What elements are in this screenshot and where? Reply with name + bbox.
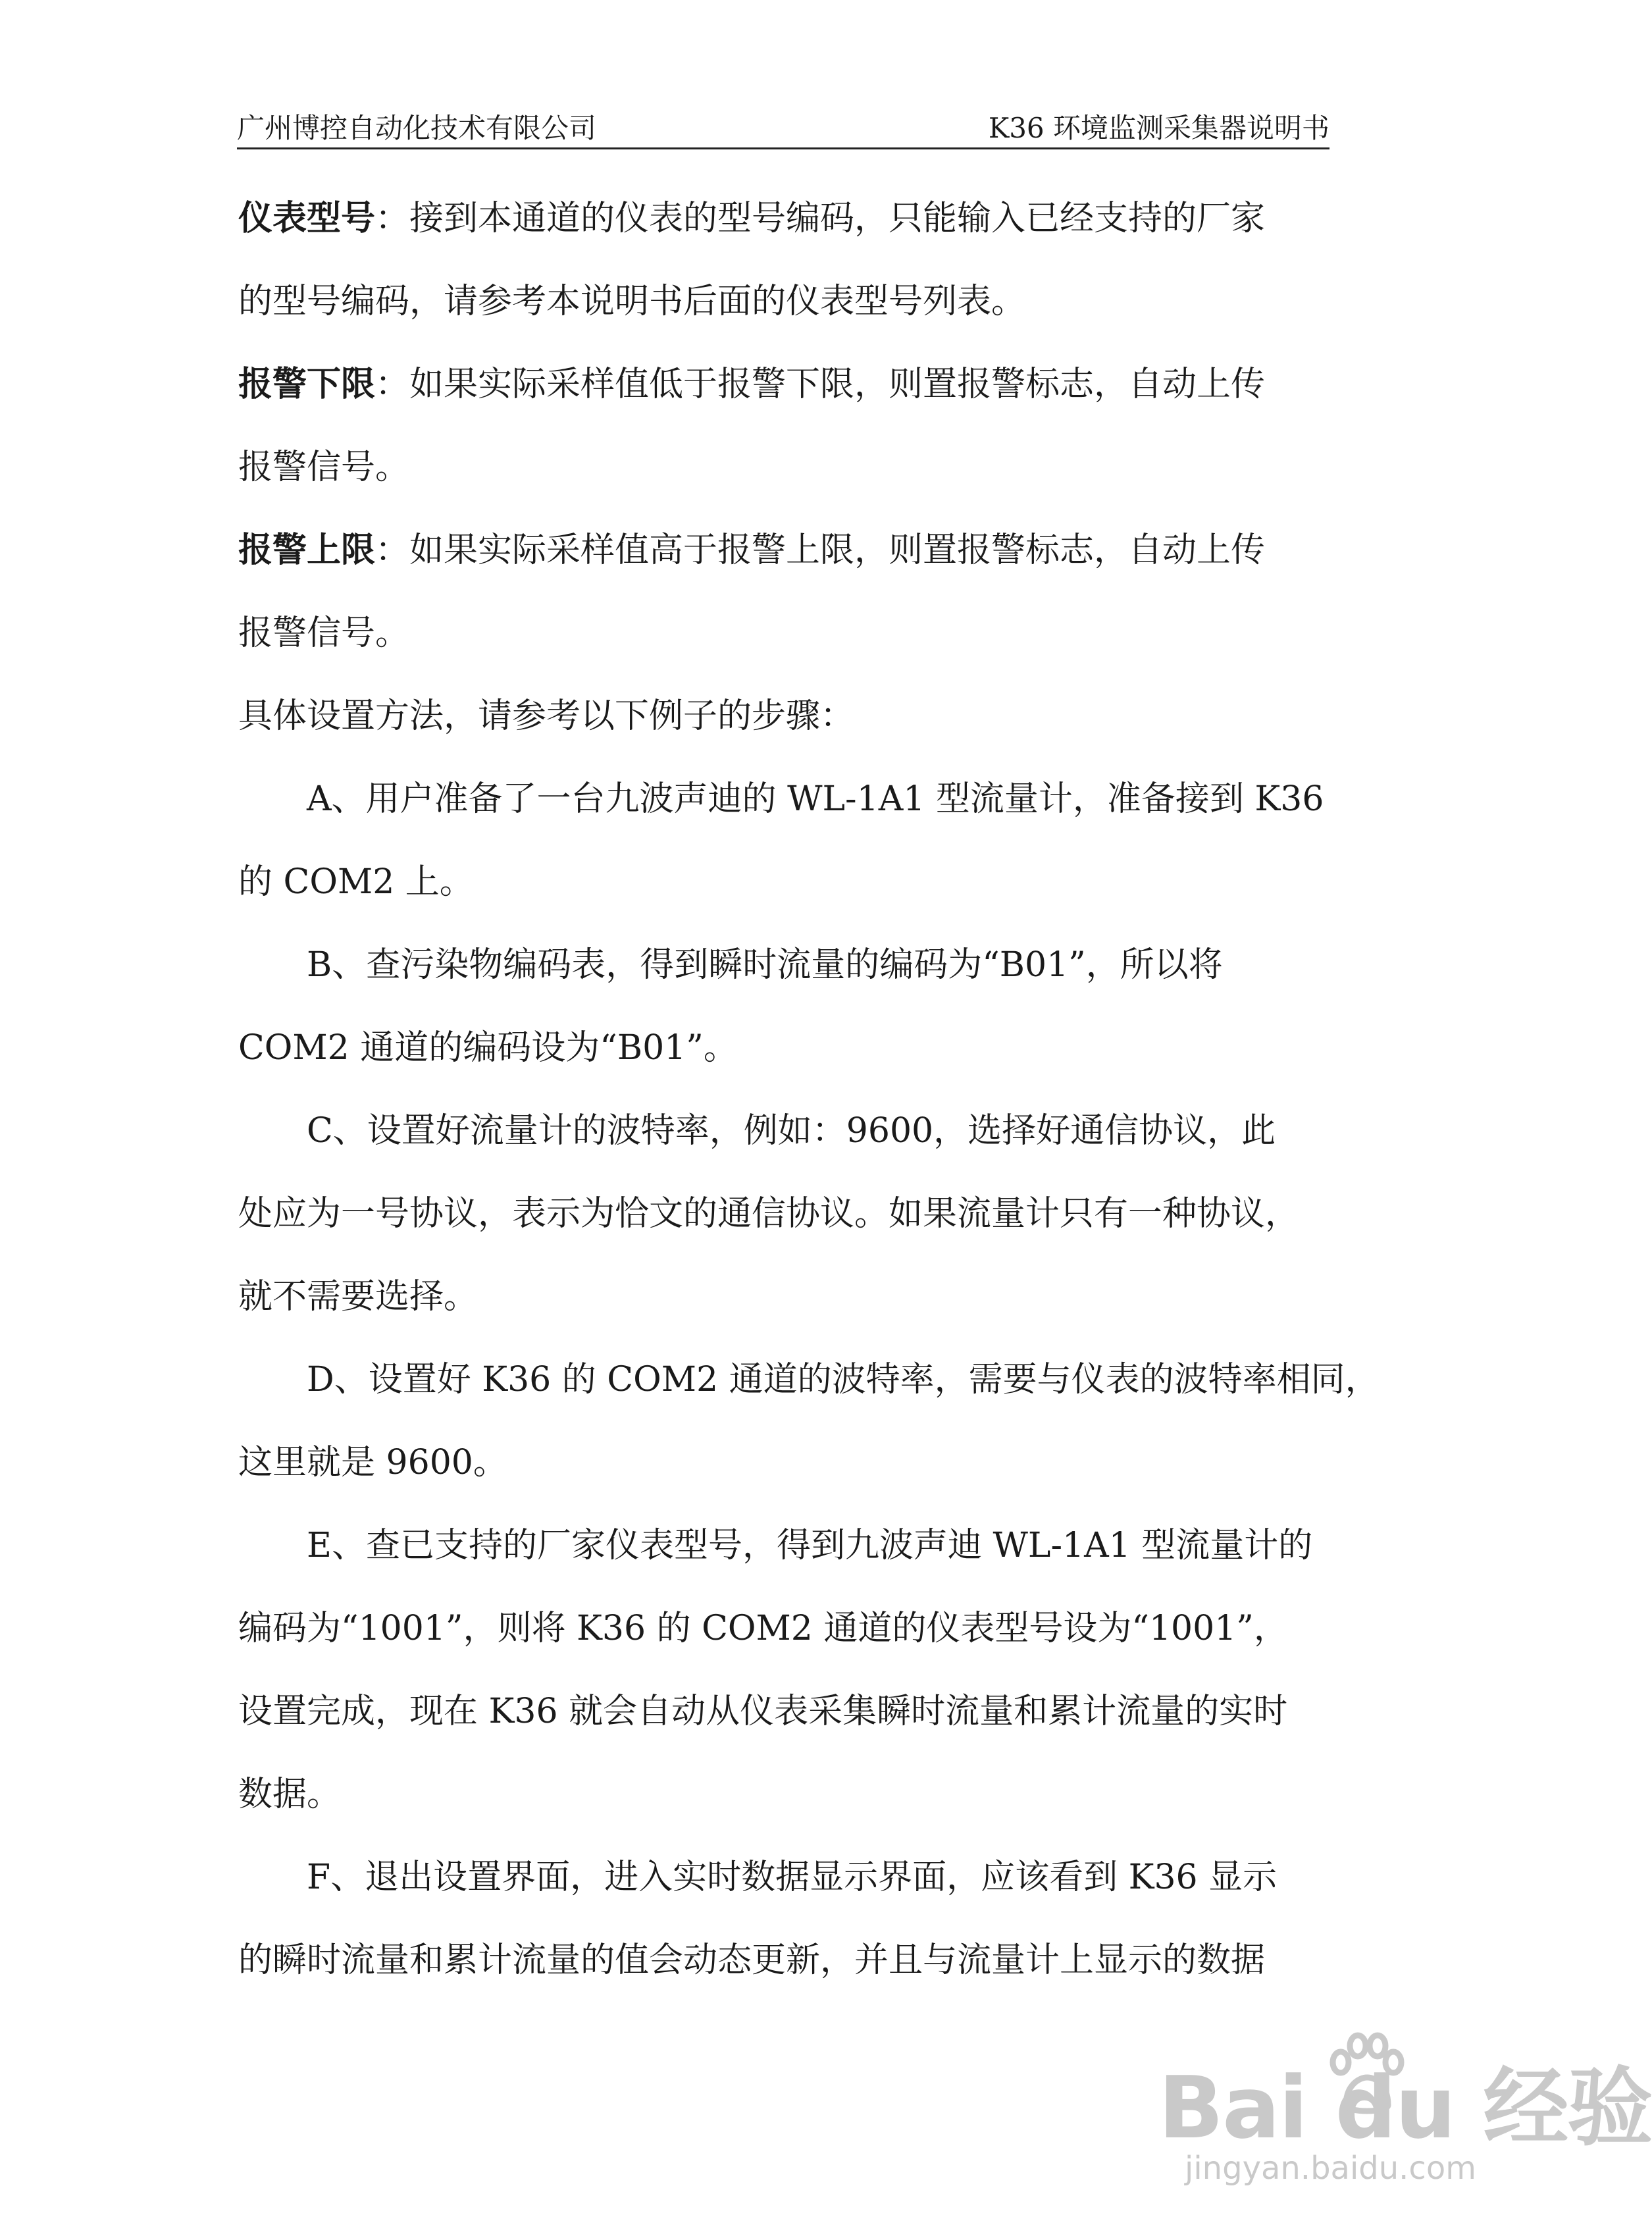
text-line: 报警信号。	[238, 613, 410, 653]
step-d-line: 这里就是 9600。	[238, 1443, 507, 1482]
term-alarm-lower-limit: 报警下限	[238, 365, 376, 404]
watermark-logo-text: Bai du 经验	[1158, 2058, 1652, 2158]
paragraph-alarm-upper-limit	[238, 529, 1265, 571]
text-line: 报警信号。	[238, 448, 410, 487]
step-f-line: F、退出设置界面，进入实时数据显示界面，应该看到 K36 显示	[307, 1858, 1278, 1897]
baidu-paw-icon	[1326, 2033, 1405, 2118]
step-c-line: 就不需要选择。	[238, 1277, 478, 1317]
definition-text: ：如果实际采样值高于报警上限，则置报警标志，自动上传	[375, 531, 1266, 570]
definition-text: ：接到本通道的仪表的型号编码，只能输入已经支持的厂家	[375, 199, 1266, 238]
step-b-line: COM2 通道的编码设为“B01”。	[238, 1028, 738, 1068]
watermark-url: jingyan.baidu.com	[1185, 2150, 1476, 2187]
term-alarm-upper-limit: 报警上限	[238, 531, 376, 570]
step-c-line: C、设置好流量计的波特率，例如：9600，选择好通信协议，此	[307, 1111, 1276, 1151]
text-line: 的型号编码，请参考本说明书后面的仪表型号列表。	[238, 282, 1026, 321]
step-e-line: 编码为“1001”，则将 K36 的 COM2 通道的仪表型号设为“1001”，	[238, 1609, 1288, 1648]
step-a-line: A、用户准备了一台九波声迪的 WL-1A1 型流量计，准备接到 K36	[307, 779, 1324, 819]
step-e-line: 设置完成，现在 K36 就会自动从仪表采集瞬时流量和累计流量的实时	[238, 1692, 1288, 1731]
step-a-line: 的 COM2 上。	[238, 862, 474, 902]
baidu-jingyan-watermark	[1158, 2033, 1652, 2191]
step-b-line: B、查污染物编码表，得到瞬时流量的编码为“B01”，所以将	[307, 945, 1223, 985]
step-d-line: D、设置好 K36 的 COM2 通道的波特率，需要与仪表的波特率相同，	[307, 1360, 1380, 1399]
step-e-line: E、查已支持的厂家仪表型号，得到九波声迪 WL-1A1 型流量计的	[307, 1526, 1313, 1565]
step-c-line: 处应为一号协议，表示为恰文的通信协议。如果流量计只有一种协议，	[238, 1194, 1300, 1234]
intro-text: 具体设置方法，请参考以下例子的步骤：	[238, 696, 855, 736]
term-instrument-model: 仪表型号	[238, 199, 376, 238]
page-header	[237, 111, 1329, 149]
company-name: 广州博控自动化技术有限公司	[237, 112, 597, 144]
step-f-line: 的瞬时流量和累计流量的值会动态更新，并且与流量计上显示的数据	[238, 1941, 1266, 1980]
document-title: K36 环境监测采集器说明书	[988, 112, 1329, 144]
paragraph-alarm-lower-limit	[238, 363, 1265, 405]
paragraph-instrument-model	[238, 197, 1265, 240]
definition-text: ：如果实际采样值低于报警下限，则置报警标志，自动上传	[375, 365, 1266, 404]
step-e-line: 数据。	[238, 1775, 342, 1814]
